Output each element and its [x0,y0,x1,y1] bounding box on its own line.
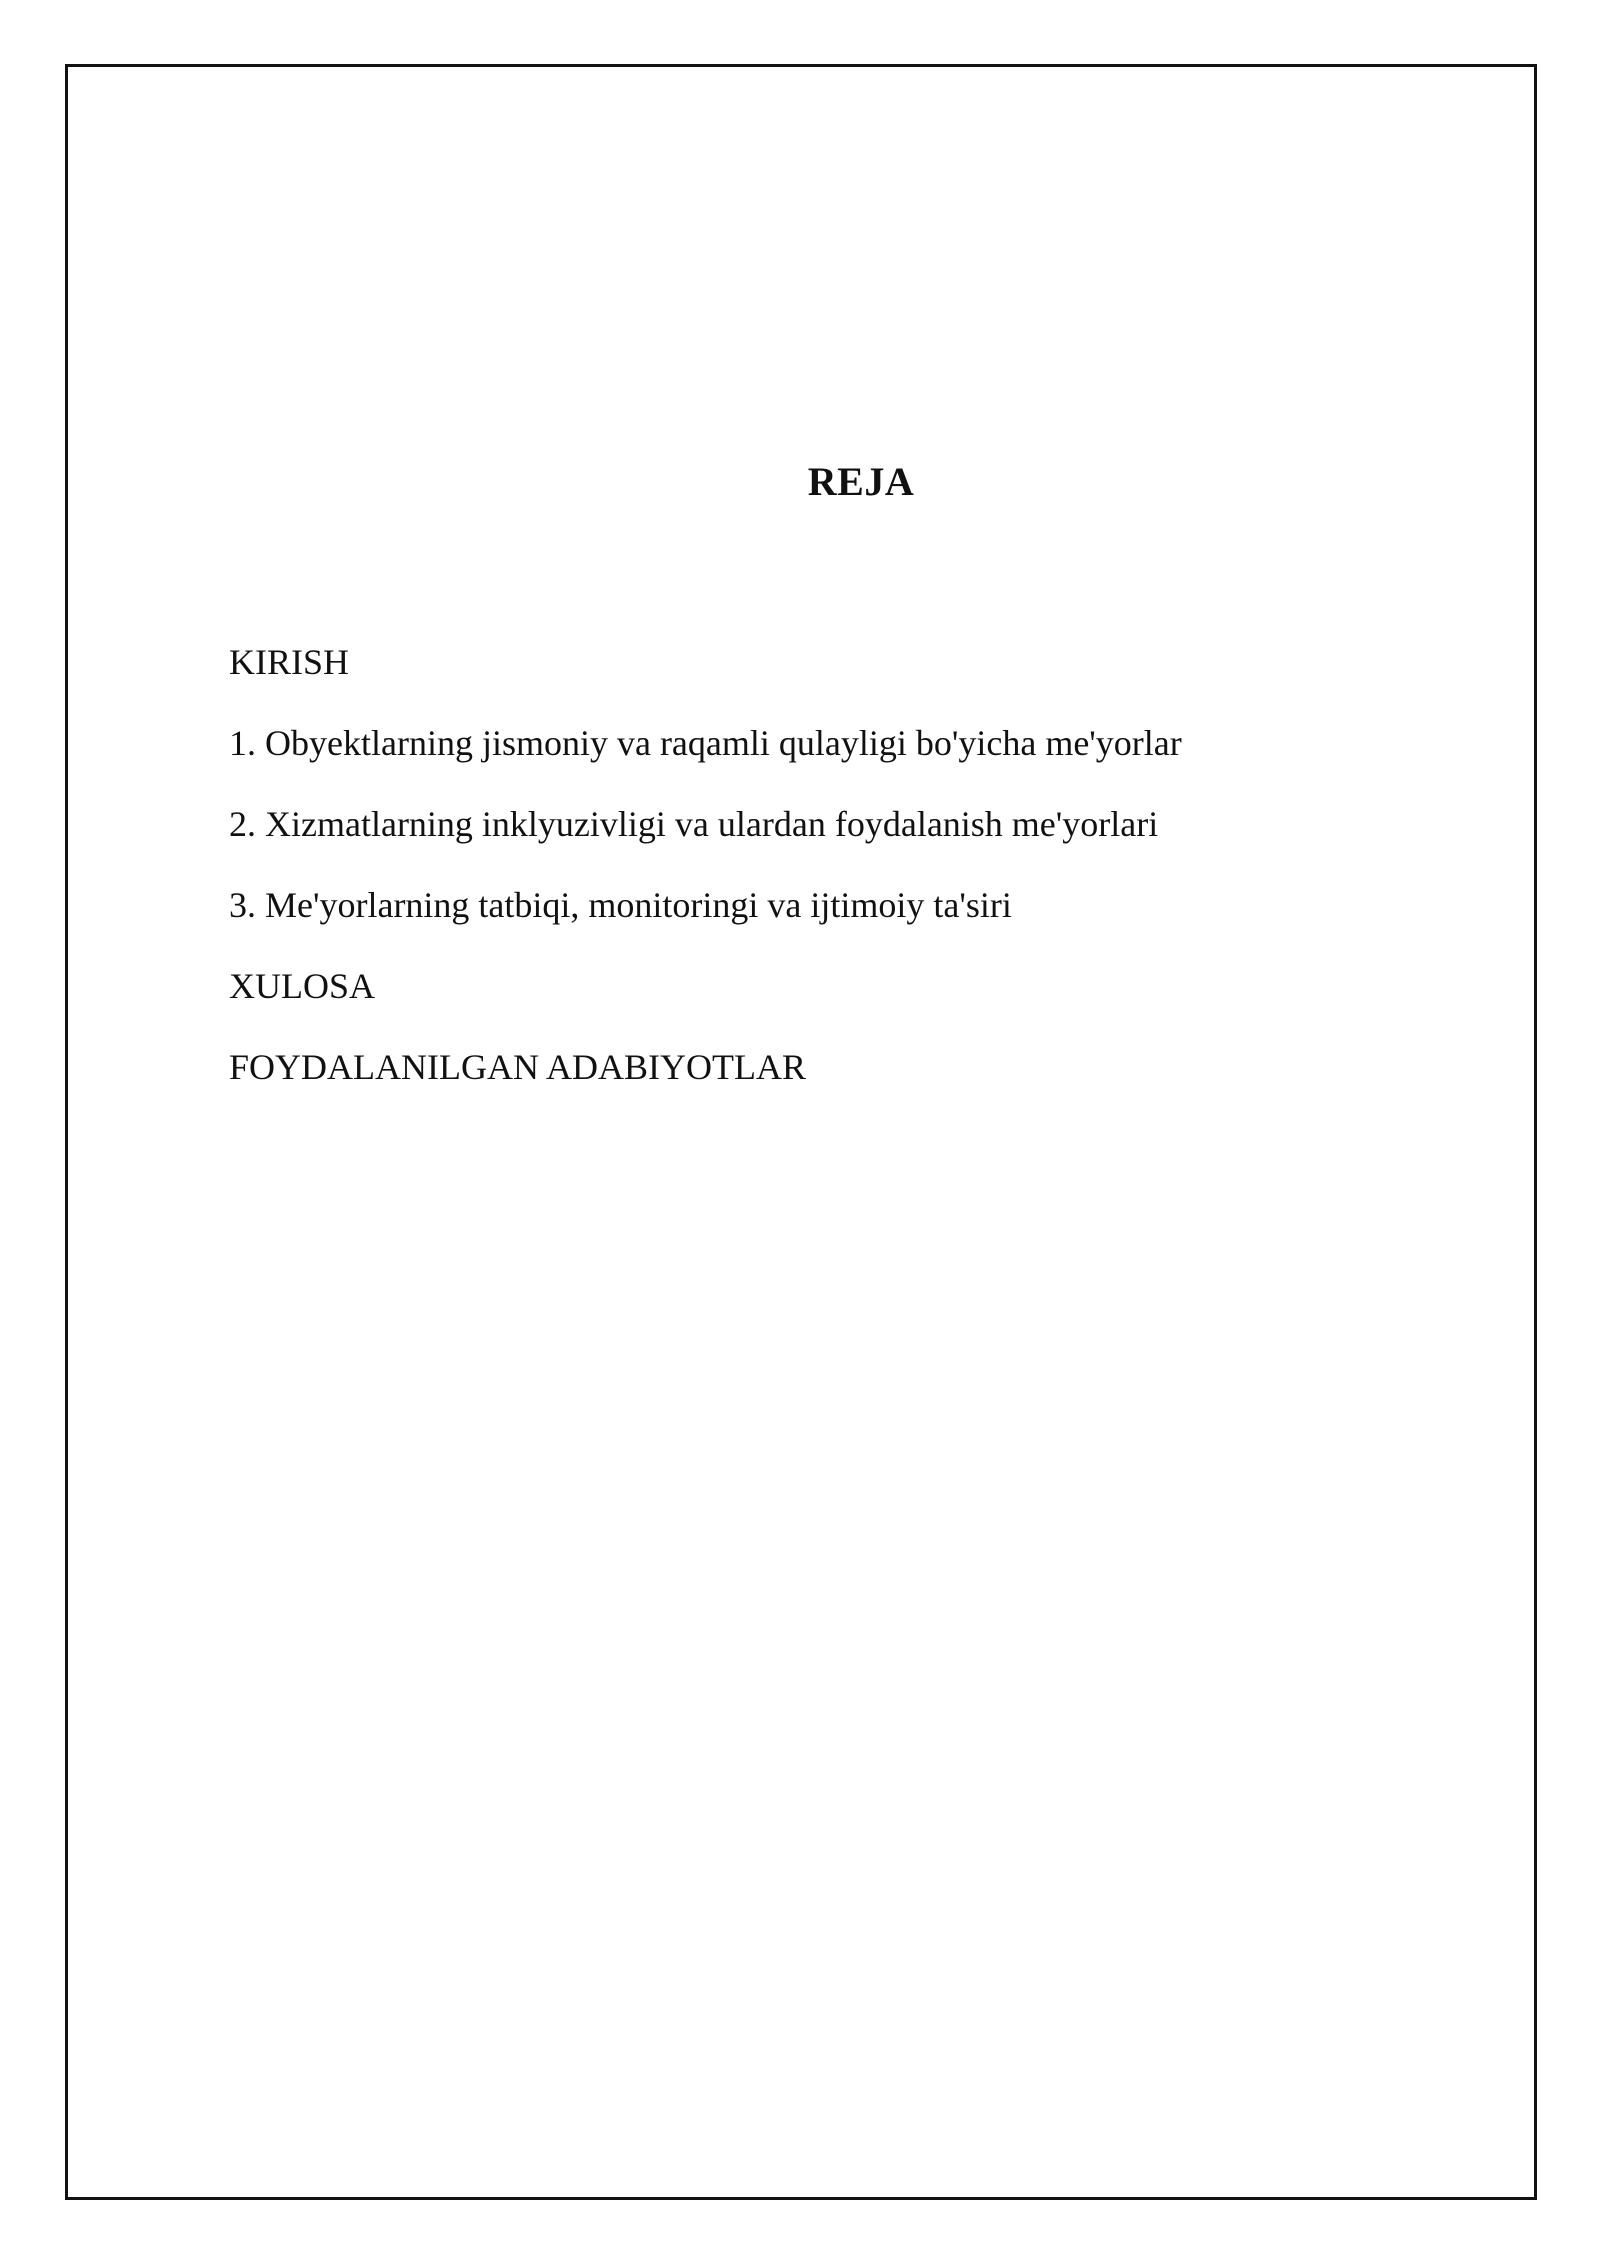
toc-item-conclusion: XULOSA [229,966,376,1006]
page-title: REJA [807,459,915,504]
toc-item-introduction: KIRISH [229,642,350,682]
toc-item-references: FOYDALANILGAN ADABIYOTLAR [229,1047,806,1087]
toc-item-chapter-2: 2. Xizmatlarning inklyuzivligi va ulardan foydalanish me'yorlari [229,804,1159,844]
toc-item-chapter-1: 1. Obyektlarning jismoniy va raqamli qulayligi bo'yicha me'yorlar [229,723,1182,763]
table-of-contents [229,640,1182,1126]
toc-item-chapter-3: 3. Me'yorlarning tatbiqi, monitoringi va ijtimoiy ta'siri [229,885,1012,925]
page-border [65,64,1537,2200]
